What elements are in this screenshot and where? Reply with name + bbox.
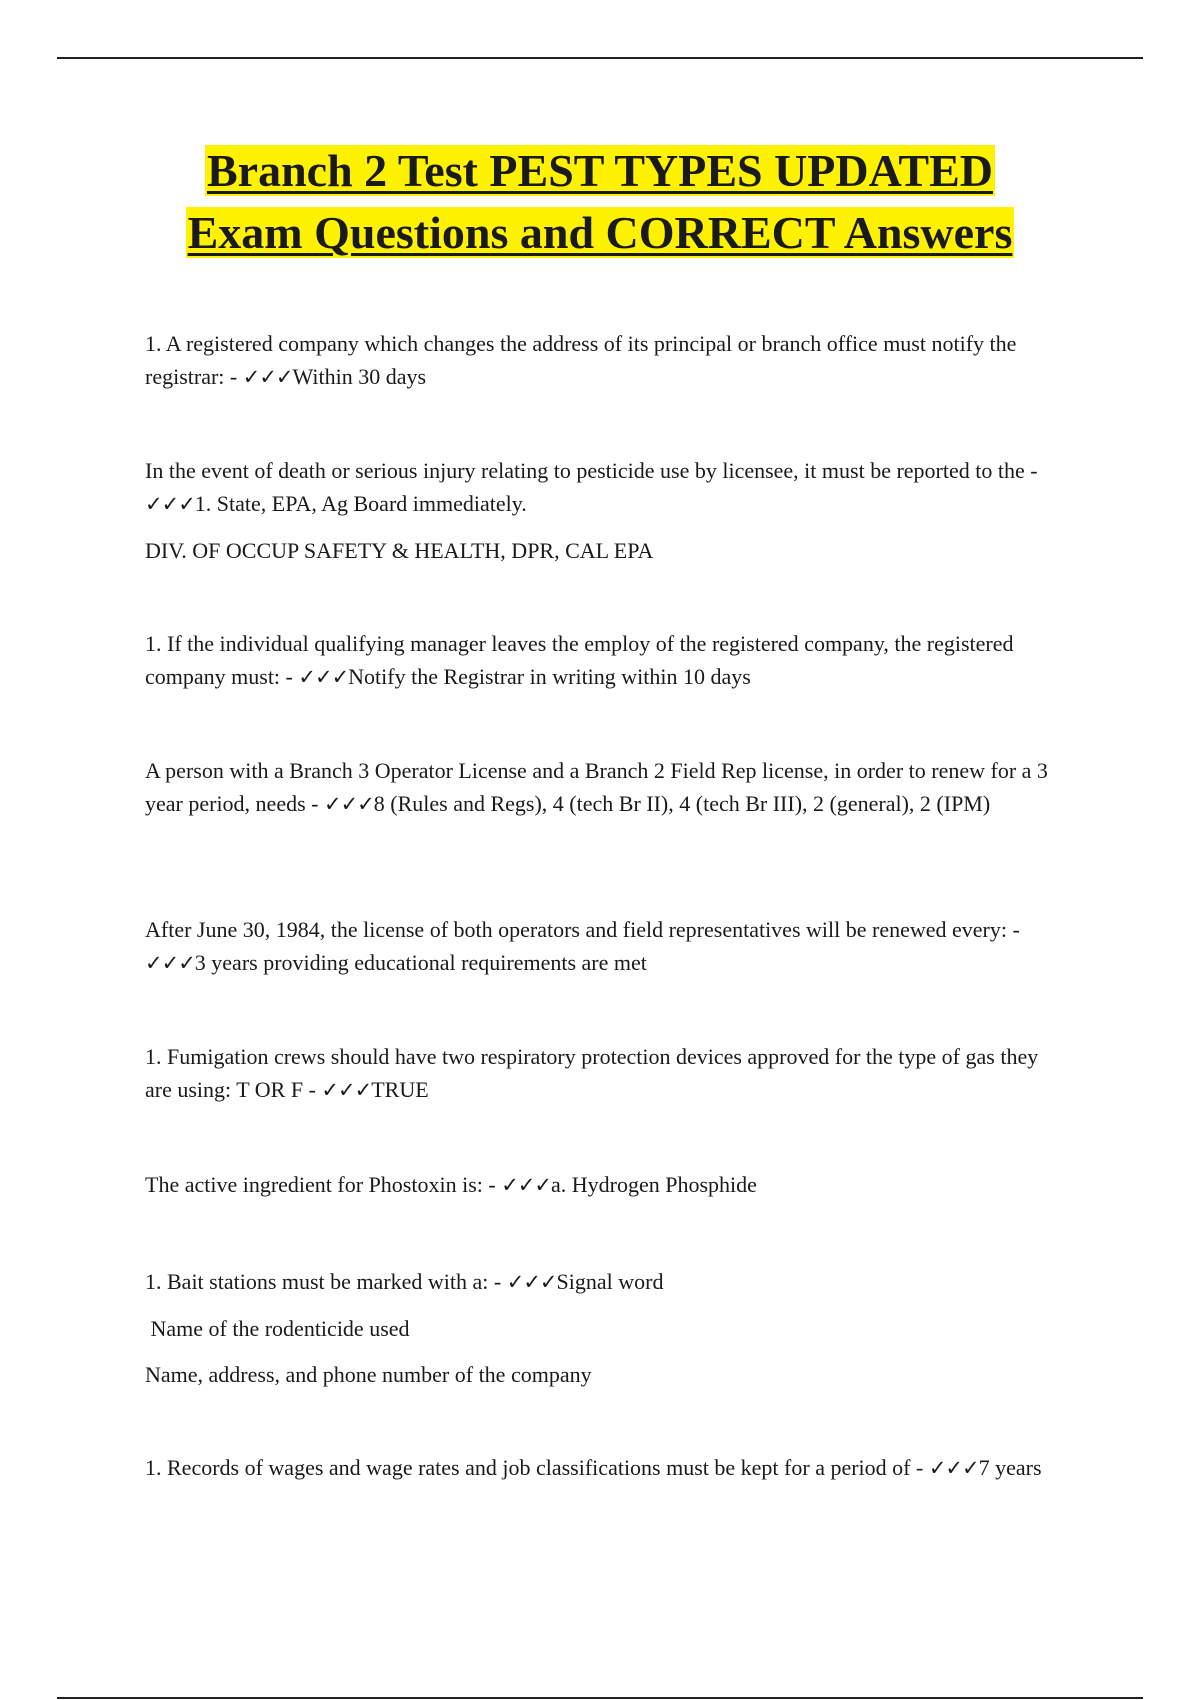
answer-text: TRUE [371, 1077, 429, 1102]
check-marks-icon: ✓✓✓ [145, 492, 195, 516]
answer-text: 8 (Rules and Regs), 4 (tech Br II), 4 (tech Br III), 2 (general), 2 (IPM) [373, 791, 991, 816]
question-text: A person with a Branch 3 Operator License and a Branch 2 Field Rep license, in order to renew for a 3 year period, needs - [145, 758, 1048, 816]
check-marks-icon: ✓✓✓ [298, 665, 349, 689]
answer-text: Signal word [556, 1269, 664, 1294]
question-text: 1. A registered company which changes the address of its principal or branch office must notify the registrar: - [145, 331, 1017, 389]
question-text: The active ingredient for Phostoxin is: - [145, 1172, 502, 1197]
document-title [0, 140, 1200, 264]
title-line-1: Branch 2 Test PEST TYPES UPDATED [206, 145, 994, 196]
qa-item [145, 1265, 1065, 1299]
question-text: In the event of death or serious injury relating to pesticide use by licensee, it must be reported to the - [145, 458, 1038, 483]
qa-item [145, 913, 1065, 980]
question-text: 1. Records of wages and wage rates and job classifications must be kept for a period of - [145, 1455, 929, 1480]
question-text: After June 30, 1984, the license of both operators and field representatives will be renewed every: - [145, 917, 1020, 942]
check-marks-icon: ✓✓✓ [242, 365, 293, 389]
question-text: 1. Bait stations must be marked with a: - [145, 1269, 507, 1294]
check-marks-icon: ✓✓✓ [928, 1456, 979, 1480]
answer-continuation: Name, address, and phone number of the company [145, 1362, 592, 1387]
qa-item [145, 1451, 1065, 1485]
answer-text: 1. State, EPA, Ag Board immediately. [194, 491, 527, 516]
check-marks-icon: ✓✓✓ [506, 1270, 557, 1294]
question-text: 1. Fumigation crews should have two respiratory protection devices approved for the type of gas they are using: T OR F - [145, 1044, 1039, 1102]
check-marks-icon: ✓✓✓ [501, 1173, 551, 1197]
answer-continuation: DIV. OF OCCUP SAFETY & HEALTH, DPR, CAL EPA [145, 538, 654, 563]
check-marks-icon: ✓✓✓ [321, 1078, 372, 1102]
answer-text: Notify the Registrar in writing within 10 days [348, 664, 751, 689]
qa-item [145, 327, 1065, 394]
bottom-rule [57, 1697, 1143, 1699]
title-line-2: Exam Questions and CORRECT Answers [187, 207, 1013, 258]
answer-text: 3 years providing educational requirements are met [194, 950, 647, 975]
answer-text: Within 30 days [292, 364, 427, 389]
qa-item [145, 627, 1065, 694]
qa-item [145, 1040, 1065, 1107]
qa-item [145, 754, 1065, 821]
question-text: 1. If the individual qualifying manager leaves the employ of the registered company, the registered company must: - [145, 631, 1014, 689]
check-marks-icon: ✓✓✓ [323, 792, 374, 816]
answer-text: 7 years [978, 1455, 1042, 1480]
qa-item [145, 1168, 1065, 1202]
answer-text: a. Hydrogen Phosphide [551, 1172, 757, 1197]
answer-continuation: Name of the rodenticide used [145, 1316, 410, 1341]
top-rule [57, 57, 1143, 59]
qa-item [145, 454, 1065, 521]
check-marks-icon: ✓✓✓ [145, 951, 195, 975]
